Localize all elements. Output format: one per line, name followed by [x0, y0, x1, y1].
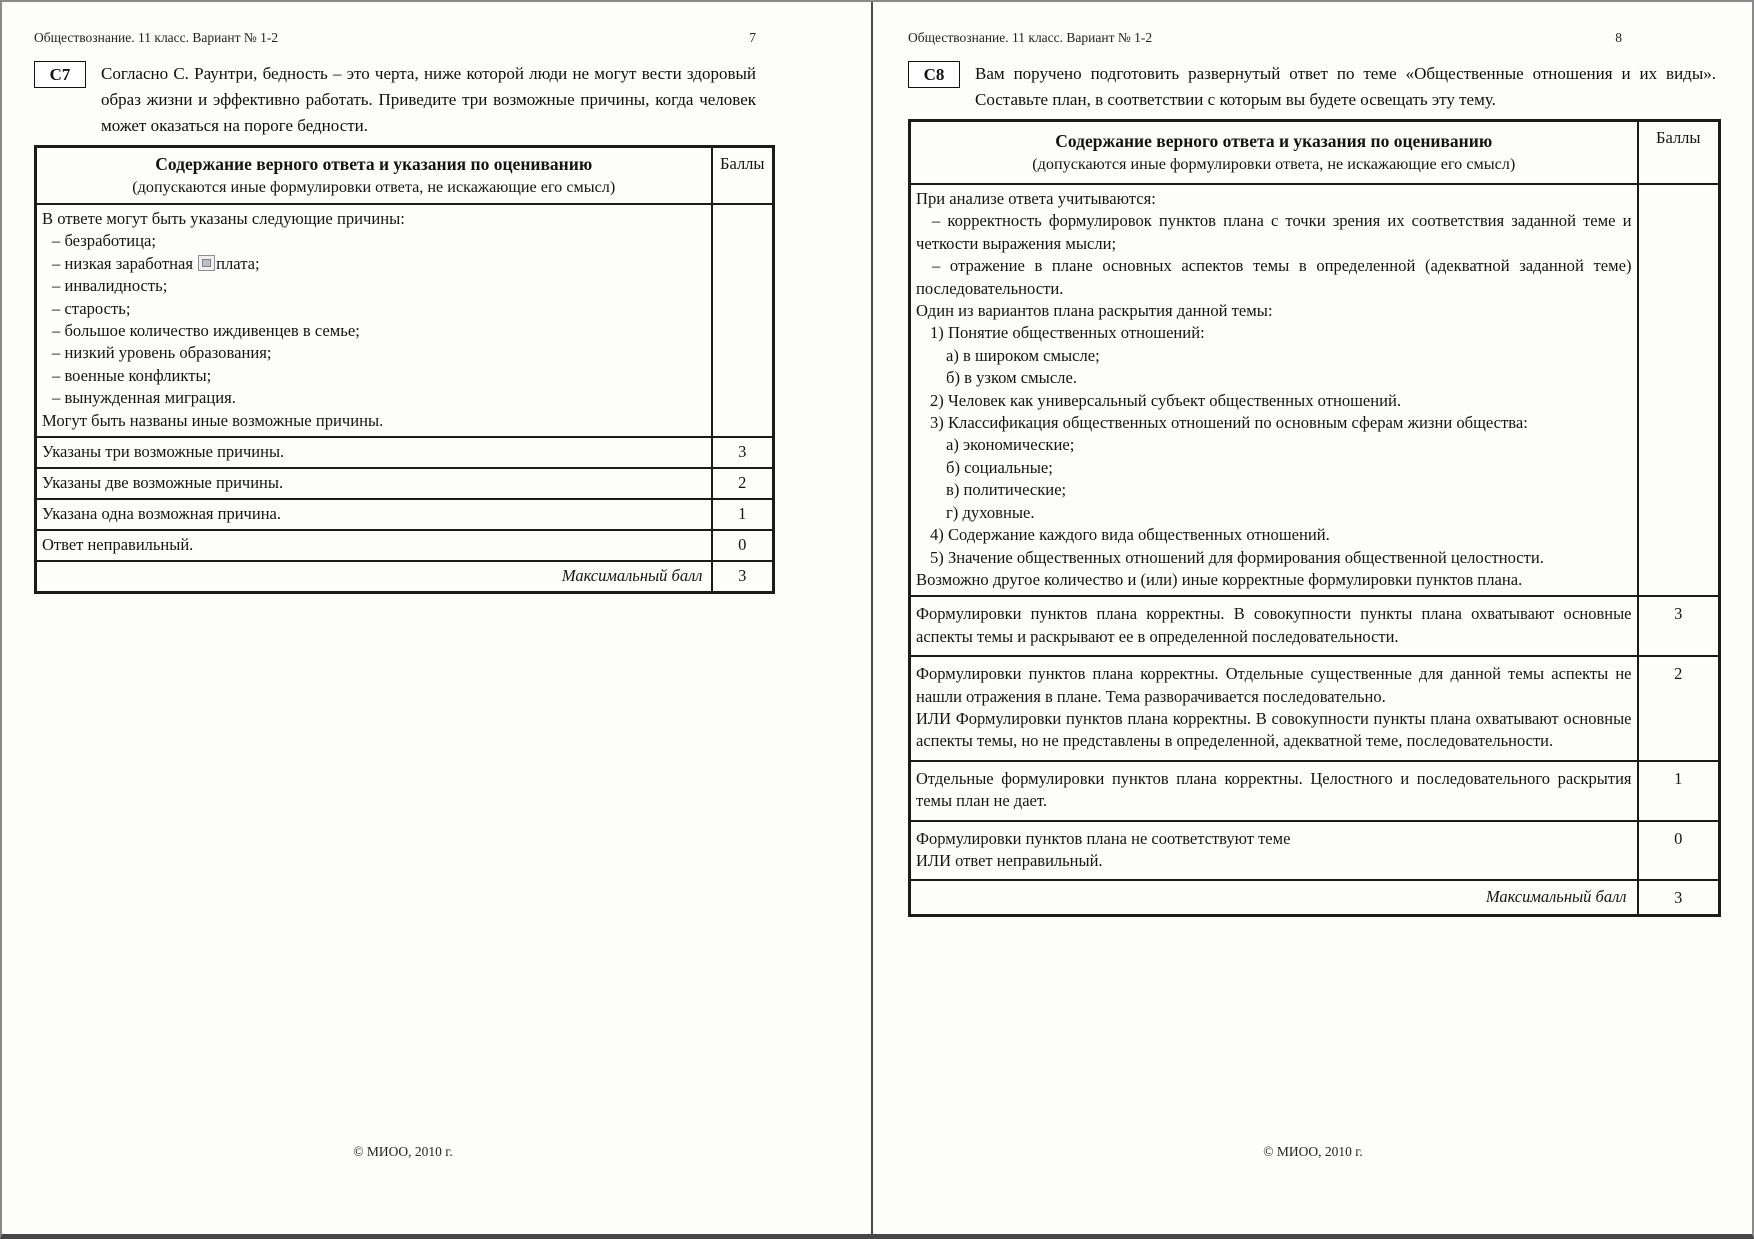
- criteria-text: Формулировки пунктов плана корректны. Отдельные существенные для данной темы аспекты не нашли отражения в плане. Тема разворачивается последовательно. ИЛИ Формулировки пунктов плана корректны. В совокупности пункты плана охватывают основные аспекты темы, но не представлены в определенной, адекватной теме, последовательности.: [910, 656, 1638, 761]
- answer-line: 3) Классификация общественных отношений по основным сферам жизни общества:: [930, 413, 1528, 433]
- criteria-score: 0: [1638, 821, 1720, 881]
- criteria-row: [910, 656, 1720, 761]
- answer-line: – безработица;: [52, 231, 156, 251]
- criteria-score: 2: [712, 468, 774, 499]
- criteria-text: Формулировки пунктов плана не соответствуют теме ИЛИ ответ неправильный.: [910, 821, 1638, 881]
- answer-line: – отражение в плане основных аспектов темы в определенной (адекватной заданной теме) последовательности.: [916, 256, 1632, 298]
- table-header-title: Содержание верного ответа и указания по оцениванию: [155, 154, 593, 174]
- answer-line: В ответе могут быть указаны следующие причины:: [42, 209, 405, 228]
- task-text: Вам поручено подготовить развернутый ответ по теме «Общественные отношения и их виды». Составьте план, в соответствии с которым вы будете освещать эту тему.: [975, 64, 1716, 109]
- answer-line: – низкая заработная плата;: [52, 253, 260, 273]
- answer-cell: [36, 204, 712, 437]
- answer-line: 4) Содержание каждого вида общественных отношений.: [930, 525, 1330, 545]
- criteria-text: Указаны две возможные причины.: [36, 468, 712, 499]
- criteria-row: [36, 530, 774, 561]
- criteria-row: [910, 761, 1720, 821]
- answer-line: 2) Человек как универсальный субъект общественных отношений.: [930, 390, 1402, 410]
- task-c8: [908, 61, 1718, 113]
- criteria-text: Указаны три возможные причины.: [36, 437, 712, 468]
- max-score-label: Максимальный балл: [910, 880, 1638, 916]
- criteria-row: [36, 437, 774, 468]
- answer-line: б) социальные;: [946, 457, 1053, 477]
- scoring-table: [908, 119, 1721, 917]
- table-header-subtitle: (допускаются иные формулировки ответа, не искажающие его смысл): [1032, 155, 1516, 173]
- table-header-subtitle: (допускаются иные формулировки ответа, не искажающие его смысл): [132, 178, 616, 196]
- page-7: [2, 2, 873, 1234]
- table-header-row: [910, 121, 1720, 185]
- page-footer: © МИОО, 2010 г.: [1263, 1144, 1363, 1159]
- answer-line: – низкий уровень образования;: [52, 343, 272, 363]
- criteria-text: Отдельные формулировки пунктов плана корректны. Целостного и последовательного раскрытия темы план не дает.: [910, 761, 1638, 821]
- criteria-score: 3: [712, 437, 774, 468]
- max-score-value: 3: [1638, 880, 1720, 916]
- score-column-header: Баллы: [1638, 121, 1720, 185]
- scoring-table: [34, 145, 775, 594]
- criteria-row: [36, 499, 774, 530]
- answer-line: При анализе ответа учитываются:: [916, 189, 1156, 208]
- criteria-score: 1: [712, 499, 774, 530]
- answer-line: 5) Значение общественных отношений для формирования общественной целостности.: [930, 547, 1544, 567]
- answer-line: – инвалидность;: [52, 276, 168, 296]
- page-header-title: Обществознание. 11 класс. Вариант № 1-2: [34, 30, 279, 45]
- answer-line: г) духовные.: [946, 502, 1035, 522]
- criteria-row: [910, 596, 1720, 656]
- answer-line: – большое количество иждивенцев в семье;: [52, 321, 360, 341]
- answer-line: Возможно другое количество и (или) иные корректные формулировки пунктов плана.: [916, 569, 1523, 589]
- criteria-row: [910, 821, 1720, 881]
- task-c7: [34, 61, 772, 139]
- max-score-row: [36, 561, 774, 593]
- criteria-row: [36, 468, 774, 499]
- criteria-score: 0: [712, 530, 774, 561]
- criteria-score: 2: [1638, 656, 1720, 761]
- answer-row: [36, 204, 774, 437]
- page-footer: © МИОО, 2010 г.: [353, 1144, 453, 1159]
- task-label: С7: [34, 61, 86, 88]
- score-column-header: Баллы: [712, 147, 774, 205]
- criteria-text: Указана одна возможная причина.: [36, 499, 712, 530]
- page-8: [875, 2, 1752, 1234]
- page-number: 7: [749, 30, 756, 45]
- max-score-row: [910, 880, 1720, 916]
- criteria-score: 1: [1638, 761, 1720, 821]
- table-header-main: [36, 147, 712, 205]
- table-header-main: [910, 121, 1638, 185]
- answer-line: – старость;: [52, 298, 131, 318]
- answer-line: – военные конфликты;: [52, 365, 212, 385]
- page-header: [34, 30, 756, 46]
- answer-cell: [910, 184, 1638, 596]
- answer-score-cell: [712, 204, 774, 437]
- answer-score-cell: [1638, 184, 1720, 596]
- table-header-row: [36, 147, 774, 205]
- criteria-text: Формулировки пунктов плана корректны. В совокупности пункты плана охватывают основные аспекты темы и раскрывают ее в определенной последовательности.: [910, 596, 1638, 656]
- answer-line: – вынужденная миграция.: [52, 388, 236, 408]
- page-number: 8: [1615, 30, 1622, 45]
- page-header-title: Обществознание. 11 класс. Вариант № 1-2: [908, 30, 1153, 45]
- criteria-text: Ответ неправильный.: [36, 530, 712, 561]
- task-label: С8: [908, 61, 960, 88]
- answer-line: Могут быть названы иные возможные причины.: [42, 410, 384, 430]
- page-header: [908, 30, 1622, 46]
- embedded-object-icon: [198, 255, 215, 271]
- answer-line: 1) Понятие общественных отношений:: [930, 323, 1205, 343]
- max-score-label: Максимальный балл: [36, 561, 712, 593]
- answer-line: а) в широком смысле;: [946, 345, 1100, 365]
- answer-row: [910, 184, 1720, 596]
- max-score-value: 3: [712, 561, 774, 593]
- answer-line: в) политические;: [946, 480, 1067, 500]
- answer-line: Один из вариантов плана раскрытия данной темы:: [916, 301, 1273, 321]
- table-header-title: Содержание верного ответа и указания по оцениванию: [1055, 131, 1493, 151]
- criteria-score: 3: [1638, 596, 1720, 656]
- task-text: Согласно С. Раунтри, бедность – это черта, ниже которой люди не могут вести здоровый образ жизни и эффективно работать. Приведите три возможные причины, когда человек может оказаться на пороге бедности.: [101, 64, 756, 135]
- answer-line: б) в узком смысле.: [946, 368, 1077, 388]
- answer-line: – корректность формулировок пунктов плана с точки зрения их соответствия заданной теме и четкости выражения мысли;: [916, 211, 1632, 253]
- answer-line: а) экономические;: [946, 435, 1075, 455]
